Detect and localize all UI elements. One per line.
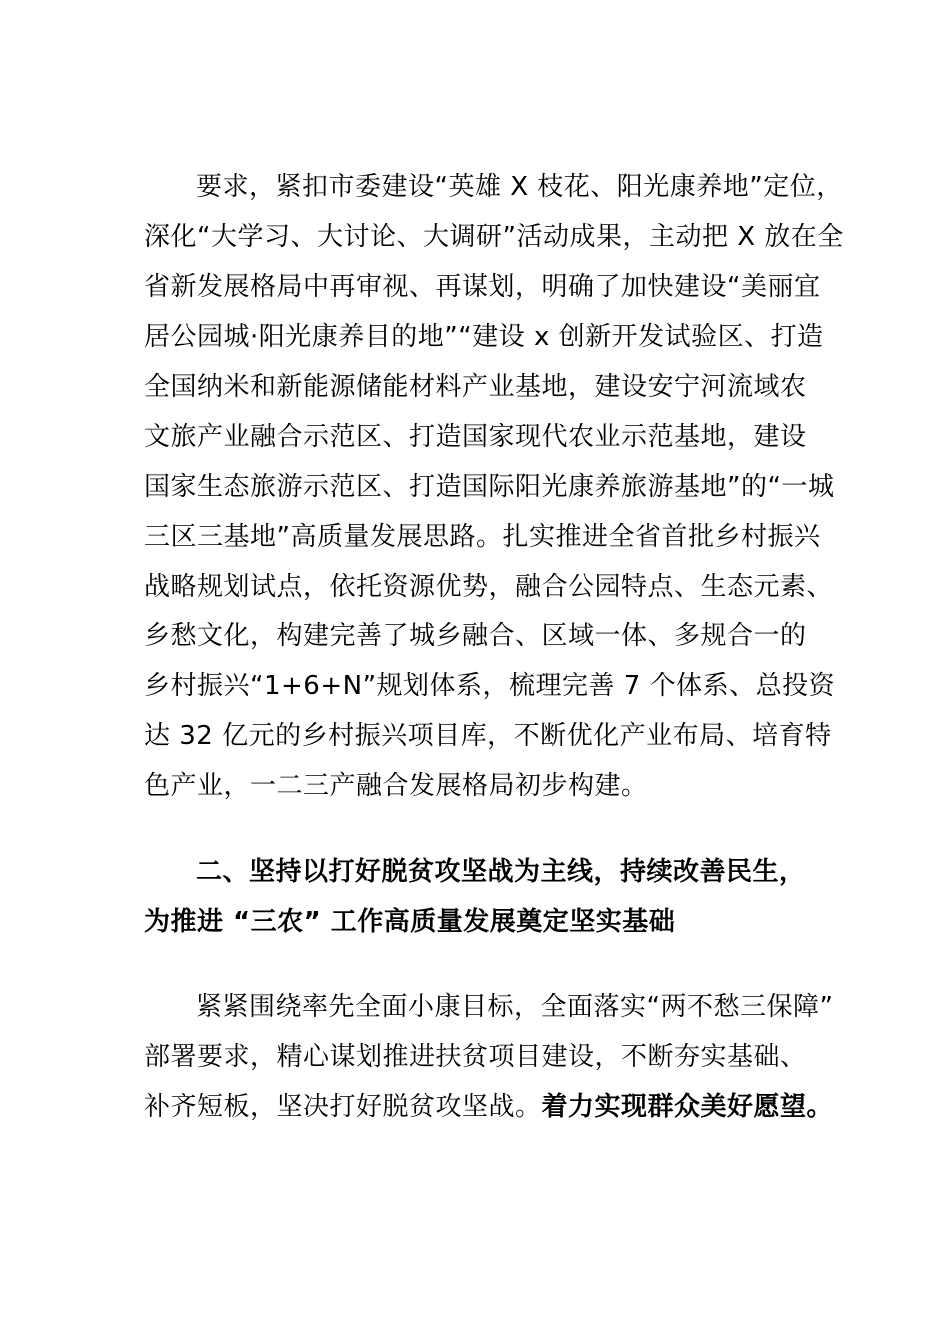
- paragraph1-line-5: 全国纳米和新能源储能材料产业基地，建设安宁河流域农: [144, 372, 807, 402]
- paragraph2-line-2: 部署要求，精心谋划推进扶贫项目建设，不断夯实基础、: [144, 1042, 807, 1072]
- paragraph1-line-8: 三区三基地”高质量发展思路。扎实推进全省首批乡村振兴: [144, 522, 821, 552]
- paragraph1-line-10: 乡愁文化，构建完善了城乡融合、区域一体、多规合一的: [144, 621, 807, 651]
- paragraph1-line-13: 色产业，一二三产融合发展格局初步构建。: [144, 771, 648, 801]
- paragraph1-line-1: 要求，紧扣市委建设“英雄 X 枝花、阳光康养地”定位，: [196, 172, 843, 202]
- paragraph1-line-9: 战略规划试点，依托资源优势，融合公园特点、生态元素、: [144, 572, 834, 602]
- paragraph2-line-3-normal: 补齐短板，坚决打好脱贫攻坚战。: [144, 1092, 542, 1122]
- paragraph2-line-3: [144, 1090, 833, 1124]
- paragraph1-line-2: 深化“大学习、大讨论、大调研”活动成果，主动把 X 放在全: [144, 222, 844, 252]
- paragraph2-line-3-bold-emphasis: 着力实现群众美好愿望。: [541, 1092, 834, 1122]
- paragraph1-line-6: 文旅产业融合示范区、打造国家现代农业示范基地，建设: [144, 422, 807, 452]
- paragraph2-line-1: 紧紧围绕率先全面小康目标，全面落实“两不愁三保障”: [196, 992, 834, 1022]
- section-heading-line-2: 为推进 “三农” 工作高质量发展奠定坚实基础: [144, 907, 676, 937]
- section-heading-line-1: 二、坚持以打好脱贫攻坚战为主线，持续改善民生，: [196, 857, 806, 887]
- paragraph1-line-7: 国家生态旅游示范区、打造国际阳光康养旅游基地”的“一城: [144, 472, 835, 502]
- paragraph1-line-3: 省新发展格局中再审视、再谋划，明确了加快建设“美丽宜: [144, 272, 821, 302]
- paragraph1-line-4: 居公园城·阳光康养目的地”“建设 x 创新开发试验区、打造: [144, 322, 824, 352]
- paragraph1-line-11: 乡村振兴“1+6+N”规划体系，梳理完善 7 个体系、总投资: [144, 671, 836, 701]
- paragraph1-line-12: 达 32 亿元的乡村振兴项目库，不断优化产业布局、培育特: [144, 721, 832, 751]
